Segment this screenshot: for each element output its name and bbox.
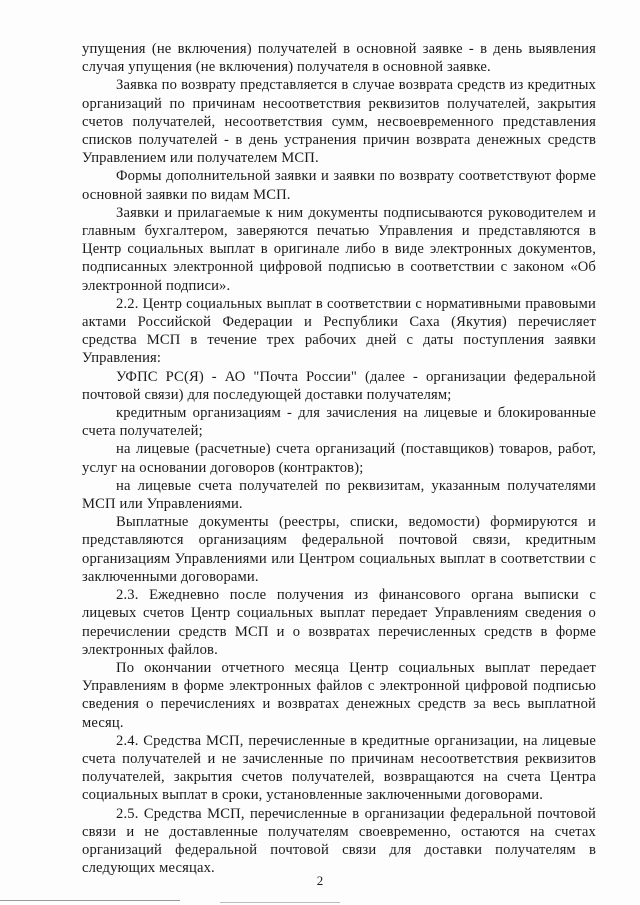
document-body (82, 40, 596, 877)
paragraph-4: Заявки и прилагаемые к ним документы подписываются руководителем и главным бухгалтером, заверяются печатью Управления и представляются в Центр социальных выплат в оригинале либо в виде электронных документов, подписанных электронной цифровой подписью в соответствии с законом «Об электронной подписи». (82, 204, 596, 294)
paragraph-11: 2.3. Ежедневно после получения из финансового органа выписки с лицевых счетов Центр социальных выплат передает Управлениям сведения о перечислении средств МСП и о возвратах перечисленных средств в форме электронных файлов. (82, 587, 596, 658)
paragraph-8: на лицевые (расчетные) счета организаций (поставщиков) товаров, работ, услуг на основании договоров (контрактов); (82, 441, 596, 476)
paragraph-9: на лицевые счета получателей по реквизитам, указанным получателями МСП или Управлениями. (82, 477, 596, 513)
paragraph-12: По окончании отчетного месяца Центр социальных выплат передает Управлениям в форме электронных файлов с электронной цифровой подписью сведения о перечислениях и возвратах денежных средств за весь выплатной месяц. (82, 659, 596, 731)
page-number: 2 (316, 873, 324, 888)
paragraph-2: Заявка по возврату представляется в случае возврата средств из кредитных организаций по причинам несоответствия реквизитов получателей, закрытия счетов получателей, несоответствия сумм, несвоевременного представления списков получателей - в день устранения причин возврата денежных средств Управлением или получателем МСП. (82, 77, 596, 167)
scan-artifact-line (0, 900, 180, 901)
paragraph-6: УФПС РС(Я) - АО "Почта России" (далее - организации федеральной почтовой связи) для последующей доставки получателям; (82, 368, 596, 403)
paragraph-5: 2.2. Центр социальных выплат в соответствии с нормативными правовыми актами Российской Федерации и Республики Саха (Якутия) перечисляет средства МСП в течение трех рабочих дней с даты поступления заявки Управления: (82, 295, 596, 367)
paragraph-3: Формы дополнительной заявки и заявки по возврату соответствуют форме основной заявки по видам МСП. (82, 168, 596, 203)
paragraph-13: 2.4. Средства МСП, перечисленные в кредитные организации, на лицевые счета получателей и не зачисленные по причинам несоответствия реквизитов получателей, закрытия счетов получателей, возвращаются на счета Центра социальных выплат в сроки, установленные заключенными договорами. (82, 732, 596, 804)
paragraph-14: 2.5. Средства МСП, перечисленные в организации федеральной почтовой связи и не доставленные получателям своевременно, остаются на счетах организаций федеральной почтовой связи для доставки получателям в следующих месяцах. (82, 805, 596, 877)
paragraph-7: кредитным организациям - для зачисления на лицевые и блокированные счета получателей; (82, 405, 596, 440)
scan-artifact-line (220, 902, 340, 903)
paragraph-10: Выплатные документы (реестры, списки, ведомости) формируются и представляются организациям федеральной почтовой связи, кредитным организациям Управлениями или Центром социальных выплат в соответствии с заключенными договорами. (82, 514, 596, 585)
paragraph-1: упущения (не включения) получателей в основной заявке - в день выявления случая упущения (не включения) получателя в основной заявке. (82, 41, 596, 76)
